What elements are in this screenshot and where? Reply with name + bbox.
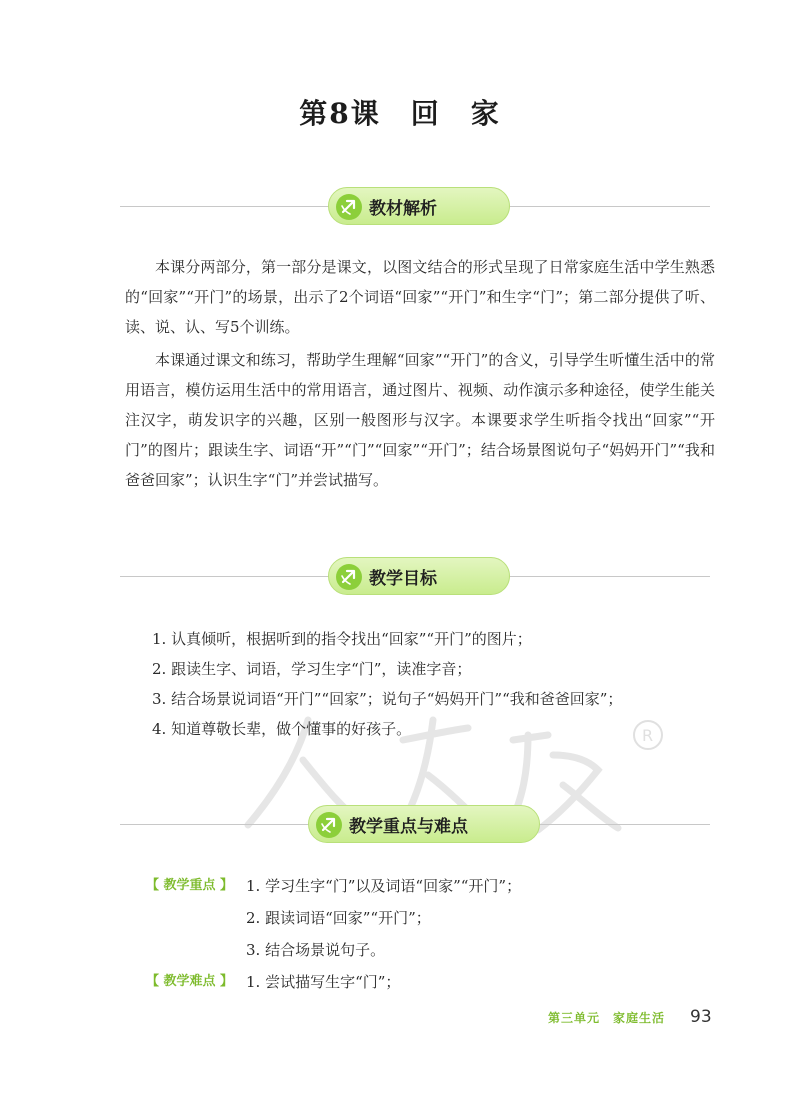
section-title: 教学重点与难点 xyxy=(349,816,468,837)
section-header-goals xyxy=(120,557,710,597)
lesson-title: 第8课 回 家 xyxy=(299,97,501,130)
difficulty-label: 【 教学难点 】 xyxy=(146,974,234,989)
list-item: 4. 知道尊敬长辈，做个懂事的好孩子。 xyxy=(152,720,412,738)
page-number: 93 xyxy=(690,1007,712,1027)
svg-text:R: R xyxy=(642,726,654,745)
section-title: 教学目标 xyxy=(369,568,437,589)
goal-list xyxy=(152,624,712,744)
leaf-arrow-icon xyxy=(315,811,343,839)
section-pill xyxy=(308,805,540,843)
focus-item: 1. 学习生字“门”以及词语“回家”“开门”； xyxy=(246,877,522,895)
section-title: 教材解析 xyxy=(369,198,437,219)
list-item: 2. 跟读生字、词语，学习生字“门”，读准字音； xyxy=(152,660,472,678)
list-item: 1. 认真倾听，根据听到的指令找出“回家”“开门”的图片； xyxy=(152,630,532,648)
focus-label: 【 教学重点 】 xyxy=(146,878,234,893)
leaf-arrow-icon xyxy=(335,193,363,221)
analysis-paragraph-1: 本课分两部分，第一部分是课文，以图文结合的形式呈现了日常家庭生活中学生熟悉的“回家”“开门”的场景，出示了2个词语“回家”“开门”和生字“门”；第二部分提供了听、读、说、认、写5个训练。 xyxy=(125,258,715,336)
focus-item: 2. 跟读词语“回家”“开门”； xyxy=(246,909,431,927)
focus-item: 3. 结合场景说句子。 xyxy=(246,941,386,959)
section-header-analysis xyxy=(120,187,710,227)
analysis-paragraph-2: 本课通过课文和练习，帮助学生理解“回家”“开门”的含义，引导学生听懂生活中的常用语言，模仿运用生活中的常用语言，通过图片、视频、动作演示多种途径，使学生能关注汉字，萌发识字的兴趣，区别一般图形与汉字。本课要求学生听指令找出“回家”“开门”的图片；跟读生字、词语“开”“门”“回家”“开门”；结合场景图说句子“妈妈开门”“我和爸爸回家”；认识生字“门”并尝试描写。 xyxy=(125,351,715,489)
section-header-key-points xyxy=(120,805,710,845)
footer-unit-name: 第三单元 家庭生活 xyxy=(548,1011,666,1025)
leaf-arrow-icon xyxy=(335,563,363,591)
section-pill xyxy=(328,557,510,595)
list-item: 3. 结合场景说词语“开门”“回家”；说句子“妈妈开门”“我和爸爸回家”； xyxy=(152,690,623,708)
difficulty-item: 1. 尝试描写生字“门”； xyxy=(246,973,401,991)
section-pill xyxy=(328,187,510,225)
